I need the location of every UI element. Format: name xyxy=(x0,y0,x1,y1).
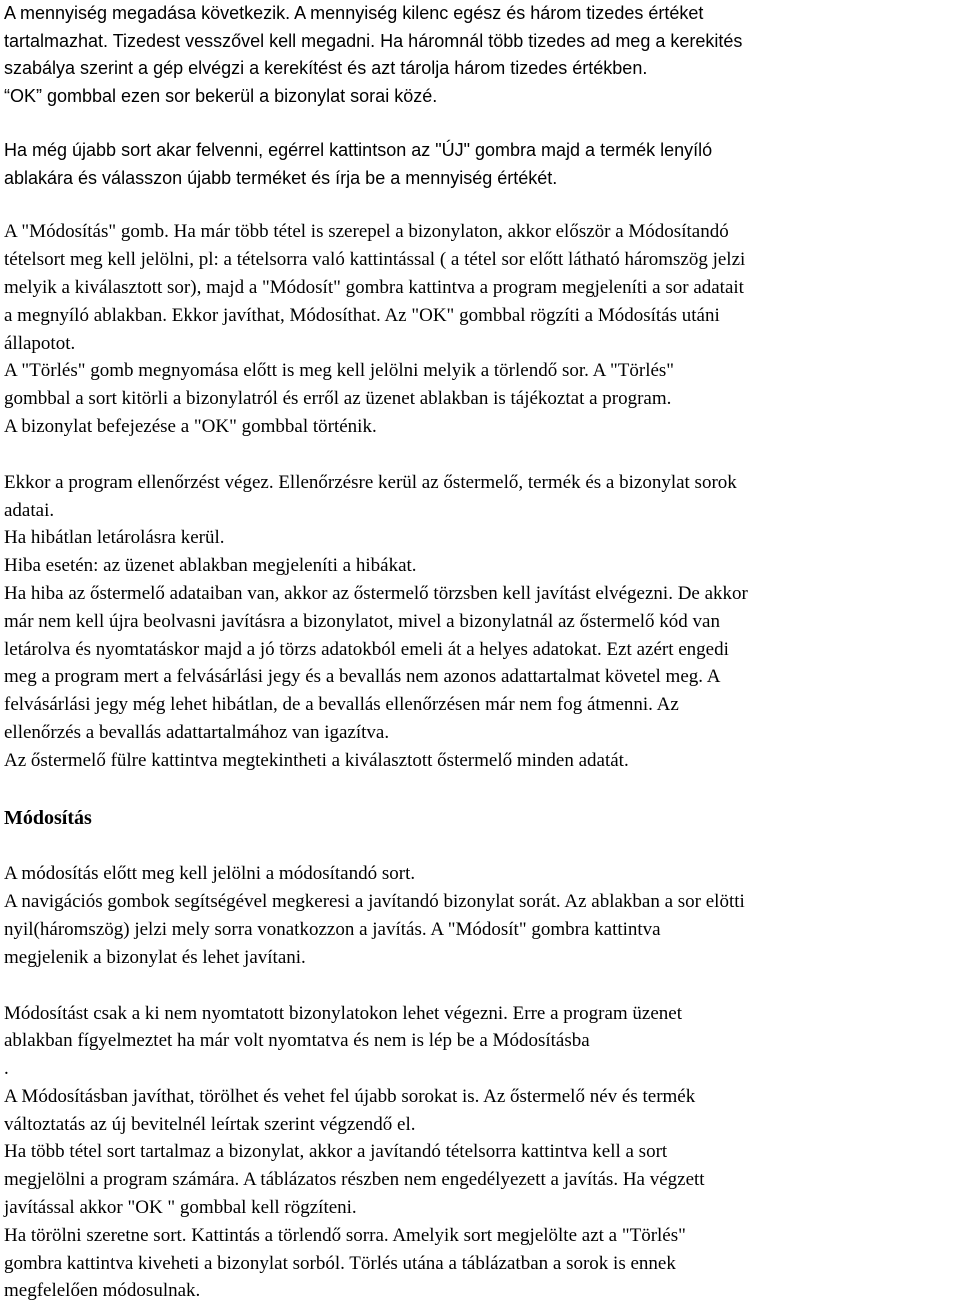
intro-paragraph xyxy=(4,0,956,110)
text-line: Ha hiba az őstermelő adataiban van, akkor az őstermelő törzsben kell javítást elvégezni. De akkor xyxy=(4,582,748,604)
text-line: megjelölni a program számára. A táblázatos részben nem engedélyezett a javítás. Ha végzett xyxy=(4,1169,705,1191)
spacer xyxy=(4,441,956,469)
text-line: A Módosításban javíthat, törölhet és vehet fel újabb sorokat is. Az őstermelő név és termék xyxy=(4,1085,696,1107)
text-line: már nem kell újra beolvasni javításra a bizonylatot, mivel a bizonylatnál az őstermelő kód van xyxy=(4,610,720,632)
text-line: megjelenik a bizonylat és lehet javítani. xyxy=(4,946,306,968)
text-line: letárolva és nyomtatáskor majd a jó törzs adatokból emeli át a helyes adatokat. Ezt azért engedi xyxy=(4,638,729,660)
text-line: Módosítást csak a ki nem nyomtatott bizonylatokon lehet végezni. Erre a program üzenet xyxy=(4,1002,682,1024)
text-line: A "Módosítás" gomb. Ha már több tétel is szerepel a bizonylaton, akkor először a Módosítandó xyxy=(4,221,729,243)
text-line: . xyxy=(4,1058,9,1080)
text-line: Hiba esetén: az üzenet ablakban megjeleníti a hibákat. xyxy=(4,555,417,577)
text-line: “OK” gombbal ezen sor bekerül a bizonylat sorai közé. xyxy=(4,85,438,106)
section-heading: Módosítás xyxy=(4,806,92,829)
spacer xyxy=(4,972,956,1000)
text-line: nyil(háromszög) jelzi mely sorra vonatkozzon a javítás. A "Módosít" gombra kattintva xyxy=(4,918,661,940)
text-line: tételsort meg kell jelölni, pl: a tételsorra való kattintással ( a tétel sor előtt látható háromszög jelzi xyxy=(4,249,746,271)
spacer xyxy=(4,110,956,136)
modification-rules-paragraph xyxy=(4,1000,956,1306)
text-line: meg a program mert a felvásárlási jegy és a bevallás nem azonos adattartalmat követel meg. A xyxy=(4,666,721,688)
text-line: ablakára és válasszon újabb terméket és írja be a mennyiség értékét. xyxy=(4,168,558,189)
text-line: Ekkor a program ellenőrzést végez. Ellenőrzésre kerül az őstermelő, termék és a bizonylat sorok xyxy=(4,471,737,493)
text-line: A navigációs gombok segítségével megkeresi a javítandó bizonylat sorát. Az ablakban a sor elötti xyxy=(4,891,745,913)
text-line: állapotot. xyxy=(4,332,76,354)
text-line: megfelelően módosulnak. xyxy=(4,1280,201,1302)
check-paragraph xyxy=(4,469,956,775)
text-line: Ha hibátlan letárolásra kerül. xyxy=(4,527,225,549)
new-row-paragraph xyxy=(4,136,956,192)
text-line: gombbal a sort kitörli a bizonylatról és erről az üzenet ablakban is tájékoztat a program. xyxy=(4,388,672,410)
text-line: változtatás az új bevitelnél leírtak szerint végzendő el. xyxy=(4,1113,416,1135)
text-line: A "Törlés" gomb megnyomása előtt is meg kell jelölni melyik a törlendő sor. A "Törlés" xyxy=(4,360,675,382)
text-line: szabálya szerint a gép elvégzi a kerekítést és azt tárolja három tizedes értékben. xyxy=(4,58,648,79)
spacer xyxy=(4,832,956,860)
spacer xyxy=(4,192,956,218)
text-line: gombra kattintva kiveheti a bizonylat sorból. Törlés utána a táblázatban a sorok is ennek xyxy=(4,1252,676,1274)
text-line: Az őstermelő fülre kattintva megtekintheti a kiválasztott őstermelő minden adatát. xyxy=(4,749,629,771)
text-line: felvásárlási jegy még lehet hibátlan, de a bevallás ellenőrzésen már nem fog átmenni. Az xyxy=(4,694,679,716)
text-line: tartalmazhat. Tizedest vesszővel kell megadni. Ha háromnál több tizedes ad meg a kerekités xyxy=(4,30,743,51)
modification-intro-paragraph xyxy=(4,860,956,971)
text-line: a megnyíló ablakban. Ekkor javíthat, Módosíthat. Az "OK" gombbal rögzíti a Módosítás utáni xyxy=(4,304,720,326)
text-line: A módosítás előtt meg kell jelölni a módosítandó sort. xyxy=(4,863,416,885)
text-line: melyik a kiválasztott sor), majd a "Módosít" gombra kattintva a program megjeleníti a sor adatait xyxy=(4,276,744,298)
text-line: ellenőrzés a bevallás adattartalmához van igazítva. xyxy=(4,721,390,743)
text-line: A bizonylat befejezése a "OK" gombbal történik. xyxy=(4,415,377,437)
text-line: Ha több tétel sort tartalmaz a bizonylat, akkor a javítandó tételsorra kattintva kell a sort xyxy=(4,1141,668,1163)
text-line: javítással akkor "OK " gombbal kell rögzíteni. xyxy=(4,1197,357,1219)
text-line: Ha még újabb sort akar felvenni, egérrel kattintson az "ÚJ" gombra majd a termék lenyíló xyxy=(4,140,713,161)
spacer xyxy=(4,775,956,805)
text-line: A mennyiség megadása következik. A mennyiség kilenc egész és három tizedes értéket xyxy=(4,3,704,23)
modify-button-paragraph xyxy=(4,218,956,440)
text-line: Ha törölni szeretne sort. Kattintás a törlendő sorra. Amelyik sort megjelölte azt a "Törlés" xyxy=(4,1224,686,1246)
text-line: ablakban fígyelmeztet ha már volt nyomtatva és nem is lép be a Módosításba xyxy=(4,1030,590,1052)
text-line: adatai. xyxy=(4,499,55,521)
